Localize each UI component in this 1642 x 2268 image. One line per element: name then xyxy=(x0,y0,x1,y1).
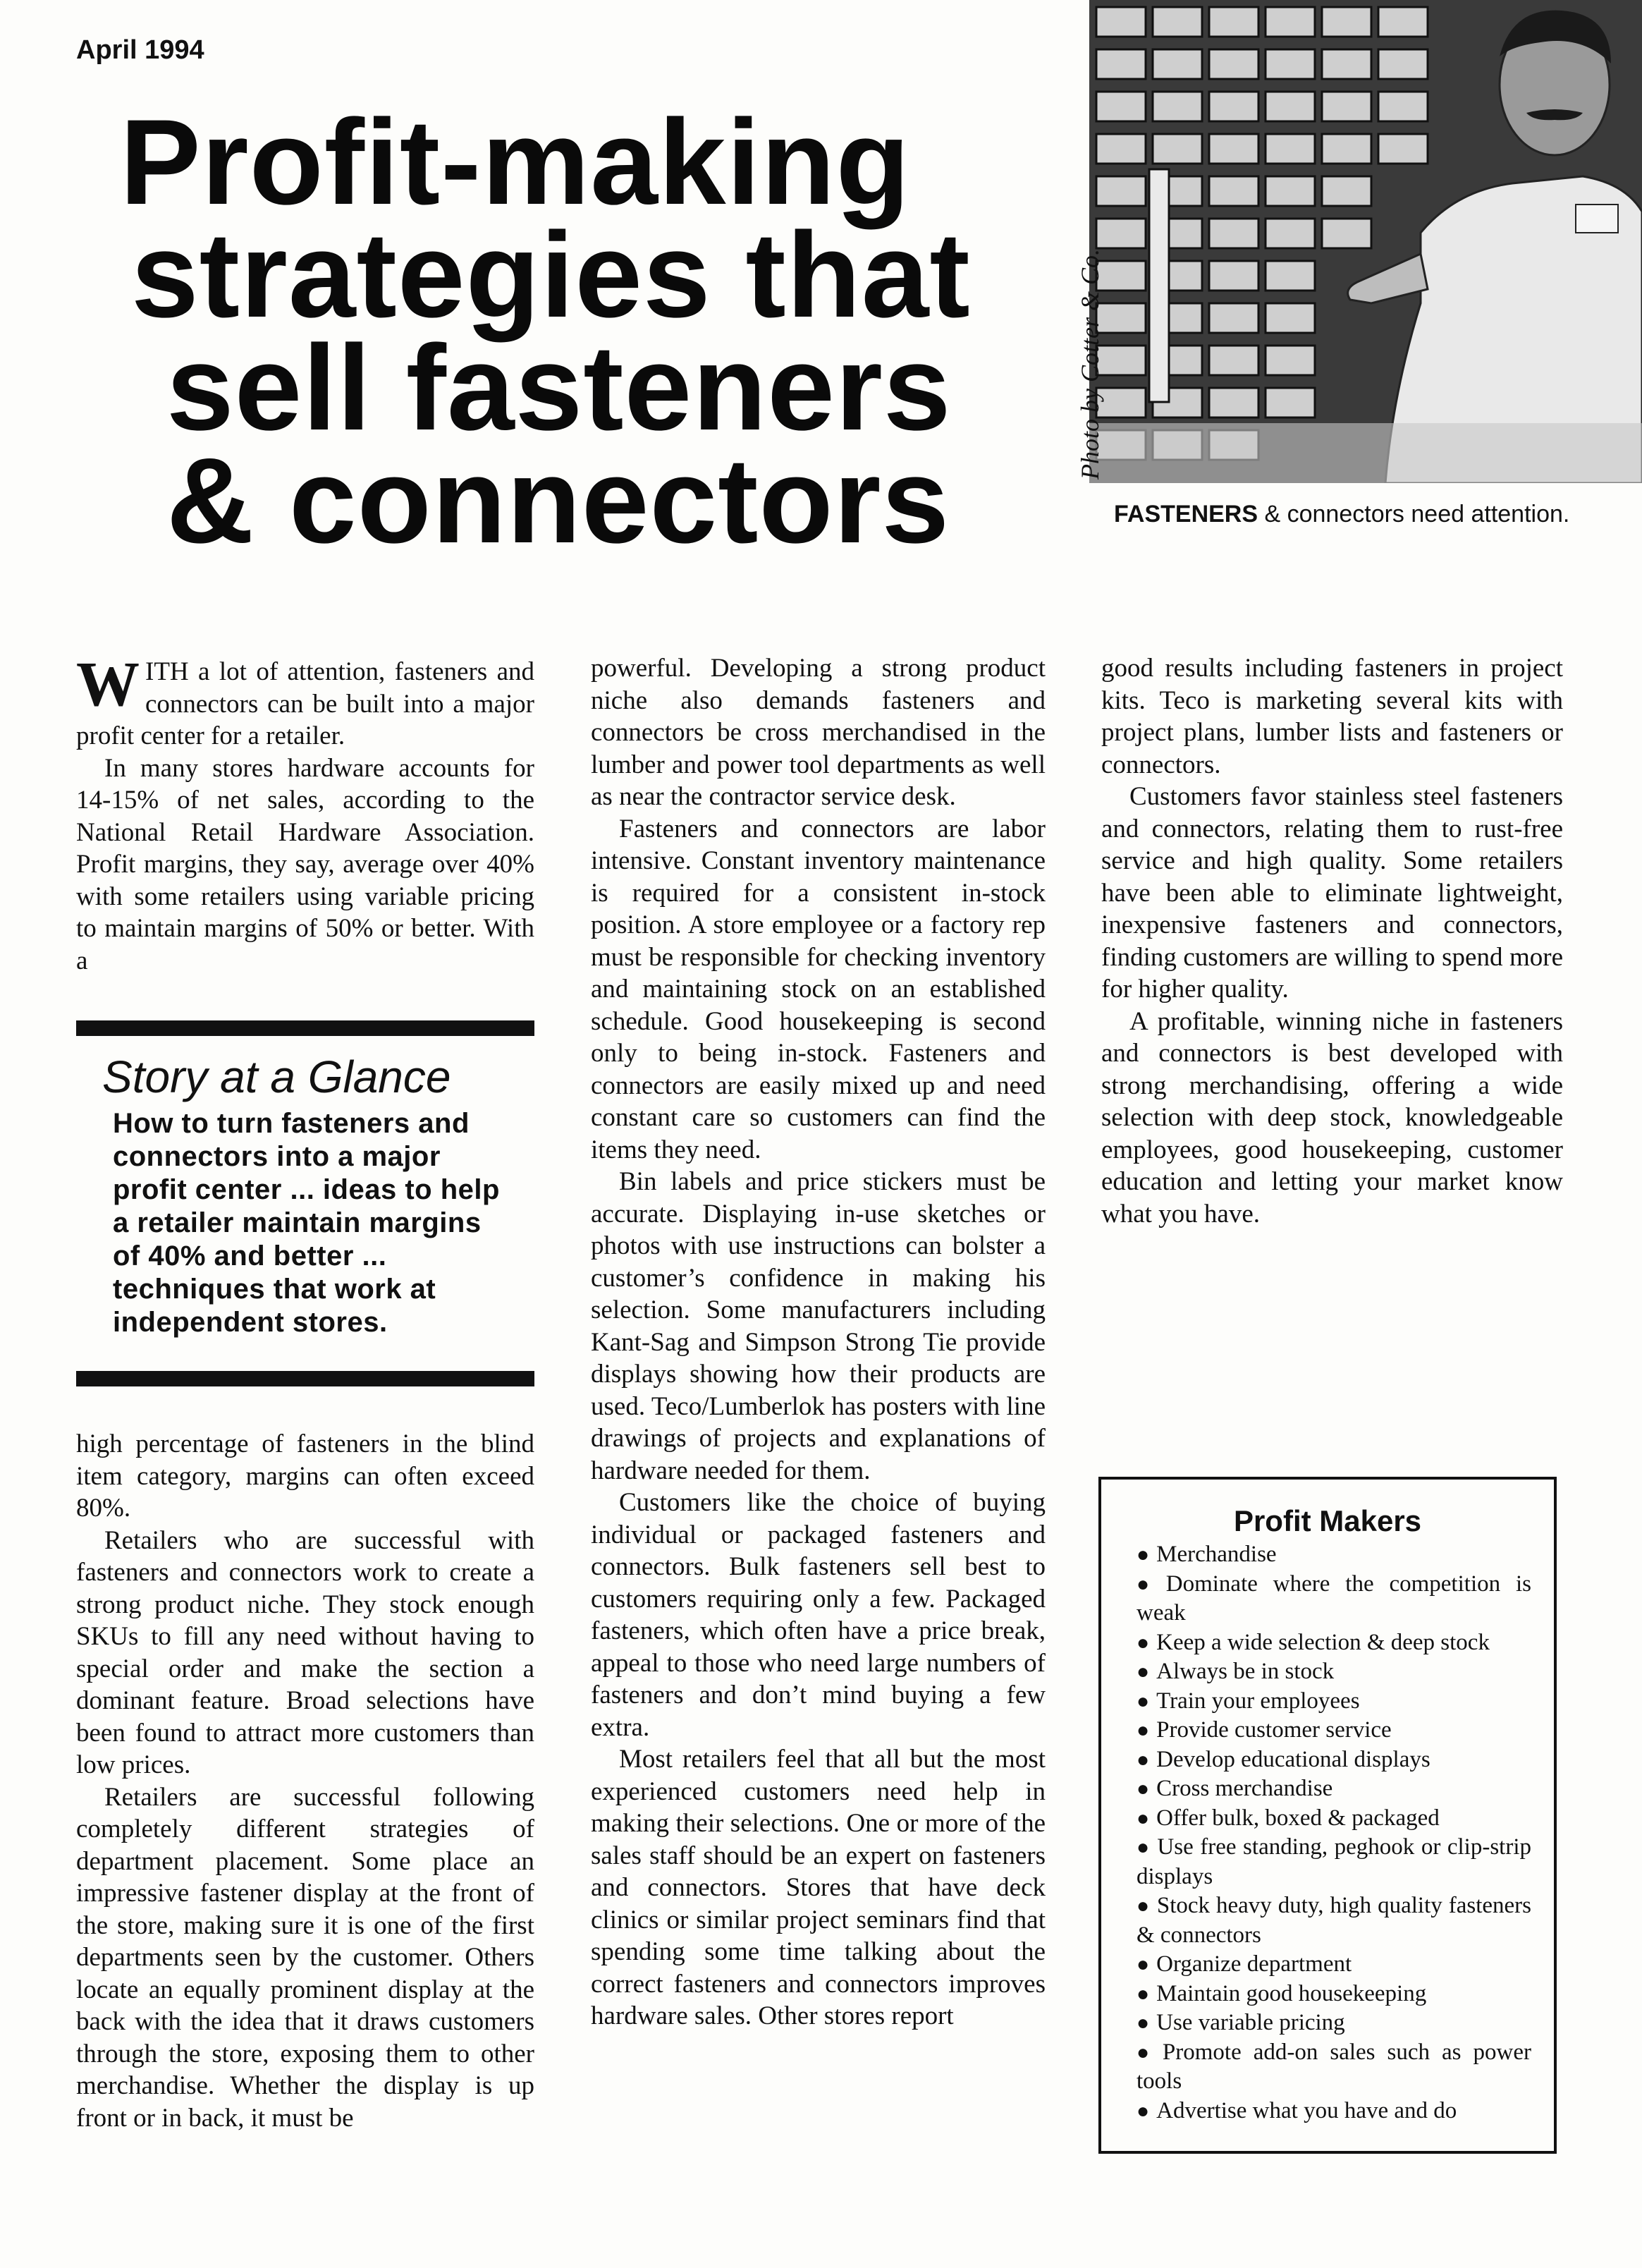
list-item: ● Use free standing, peghook or clip-strip displays xyxy=(1136,1833,1531,1891)
list-item: ● Use variable pricing xyxy=(1136,2008,1531,2038)
glance-top-rule xyxy=(76,1020,534,1036)
article-paragraph: In many stores hardware accounts for 14-15% of net sales, according to the National Retail Hardware Association. Profit margins, they say, average over 40% with some retailers using variable pricing to maintain margins of 50% or better. With a xyxy=(76,753,534,975)
list-item: ● Provide customer service xyxy=(1136,1716,1531,1745)
caption-text: & connectors need attention. xyxy=(1258,501,1570,528)
article-paragraph: good results including fasteners in project kits. Teco is marketing several kits with project plans, lumber lists and fasteners or connectors. xyxy=(1101,654,1563,779)
article-col1-cont xyxy=(76,1428,534,2134)
list-item: ● Always be in stock xyxy=(1136,1657,1531,1687)
caption-bold: FASTENERS xyxy=(1114,501,1258,528)
paragraph-text: ITH a lot of attention, fasteners and connectors can be built into a major profit center for a retailer. xyxy=(76,657,534,750)
headline-line: Profit-making xyxy=(120,94,911,230)
article-paragraph: A profitable, winning niche in fasteners and connectors is best developed with strong merchandising, offering a wide selection with deep stock, knowledgeable employees, good housekeeping, customer education and letting your market know what you have. xyxy=(1101,1006,1563,1228)
article-paragraph: Most retailers feel that all but the most experienced customers need help in making their selections. One or more of the sales staff should be an expert on fasteners and connectors. Stores that have deck clinics or similar project seminars find that spending some time talking about the correct fasteners and connectors improves hardware sales. Other stores report xyxy=(591,1745,1046,2030)
list-item: ● Maintain good housekeeping xyxy=(1136,1980,1531,2009)
issue-date: April 1994 xyxy=(76,35,204,65)
headline-line: & connectors xyxy=(166,433,950,568)
headline-line: sell fasteners xyxy=(166,320,952,456)
article-paragraph: powerful. Developing a strong product niche also demands fasteners and connectors be cross merchandised in the lumber and power tool departments as well as near the contractor service desk. xyxy=(591,654,1046,811)
article-col1-intro xyxy=(76,650,534,977)
article-paragraph: Customers like the choice of buying individual or packaged fasteners and connectors. Bulk fasteners sell best to customers requiring only a few. Packaged fasteners, which often have a price break, appeal to those who need large numbers of fasteners and don’t mind buying a few extra. xyxy=(591,1488,1046,1742)
article-paragraph: Customers favor stainless steel fasteners and connectors, relating them to rust-free service and high quality. Some retailers have been able to eliminate lightweight, inexpensive fasteners and connectors, finding customers are willing to spend more for higher quality. xyxy=(1101,782,1563,1004)
profit-makers-list xyxy=(1136,1540,1531,2126)
article-paragraph xyxy=(76,650,534,752)
article-paragraph: Bin labels and price stickers must be accurate. Displaying in-use sketches or photos with use instructions can bolster a customer’s confidence in making his selection. Some manufacturers including Kant-Sag and Simpson Strong Tie provide displays showing how their products are used. Teco/Lumberlok has posters with line drawings of projects and explanations of hardware needed for them. xyxy=(591,1167,1046,1485)
list-item: ● Dominate where the competition is weak xyxy=(1136,1570,1531,1628)
glance-title: Story at a Glance xyxy=(102,1051,451,1102)
list-item: ● Merchandise xyxy=(1136,1540,1531,1570)
article-paragraph: Retailers who are successful with fasteners and connectors work to create a strong product niche. They stock enough SKUs to fill any need without having to special order and make the section a dominant feature. Broad selections have been found to attract more customers than low prices. xyxy=(76,1525,534,1779)
glance-bottom-rule xyxy=(76,1371,534,1386)
list-item: ● Organize department xyxy=(1136,1950,1531,1980)
photo-credit: Photo by Cotter & Co. xyxy=(1076,249,1104,480)
headline-line: strategies that xyxy=(131,207,971,343)
photo-caption xyxy=(1114,501,1569,528)
glance-body: How to turn fasteners and connectors into a major profit center ... ideas to help a retailer maintain margins of 40% and better ... techniques that work at independent stores. xyxy=(113,1108,500,1338)
list-item: ● Offer bulk, boxed & packaged xyxy=(1136,1804,1531,1834)
list-item: ● Advertise what you have and do xyxy=(1136,2097,1531,2126)
article-col2 xyxy=(591,652,1046,2032)
profit-makers-title: Profit Makers xyxy=(1233,1504,1422,1537)
photo-illustration xyxy=(1089,0,1642,483)
list-item: ● Develop educational displays xyxy=(1136,1745,1531,1775)
headline xyxy=(120,94,1029,568)
list-item: ● Stock heavy duty, high quality fasteners & connectors xyxy=(1136,1891,1531,1950)
list-item: ● Cross merchandise xyxy=(1136,1774,1531,1804)
article-paragraph: Retailers are successful following completely different strategies of department placement. Some place an impressive fastener display at the front of the store, making sure it is one of the first departments seen by the customer. Others locate an equally prominent display at the back with the idea that it draws customers through the store, exposing them to other merchandise. Whether the display is up front or in back, it must be xyxy=(76,1782,534,2133)
list-item: ● Keep a wide selection & deep stock xyxy=(1136,1628,1531,1658)
store-photo xyxy=(1089,0,1642,483)
article-paragraph: Fasteners and connectors are labor intensive. Constant inventory maintenance is required for a consistent in-stock position. A store employee or a factory rep must be responsible for checking inventory and maintaining stock on an established schedule. Good housekeeping is second only to being in-stock. Fasteners and connectors are easily mixed up and need constant care so customers can find the items they need. xyxy=(591,814,1046,1164)
list-item: ● Train your employees xyxy=(1136,1687,1531,1717)
drop-cap: W xyxy=(76,650,140,719)
list-item: ● Promote add-on sales such as power tools xyxy=(1136,2038,1531,2097)
article-paragraph: high percentage of fasteners in the blind item category, margins can often exceed 80%. xyxy=(76,1429,534,1523)
article-col3 xyxy=(1101,652,1563,1230)
